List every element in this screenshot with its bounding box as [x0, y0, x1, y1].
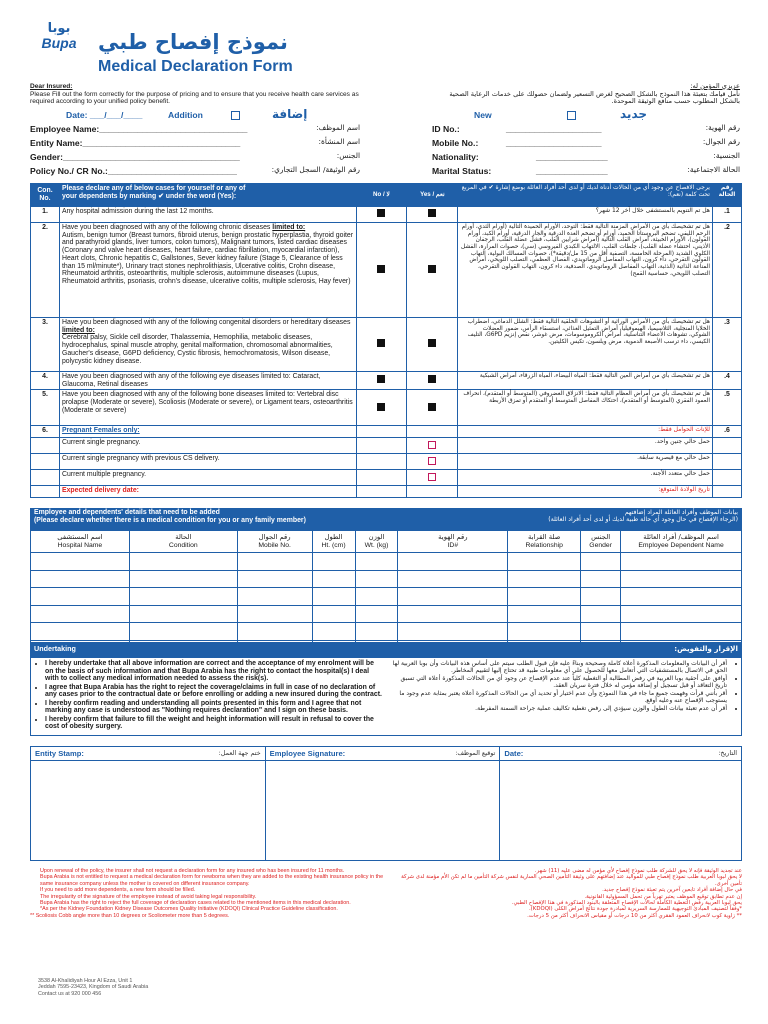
question-head: Have you been diagnosed with any of the following chronic diseases: [61, 224, 271, 231]
dependent-cell[interactable]: [621, 623, 742, 641]
undertaking-list-ar: [386, 657, 741, 735]
yes-checkbox[interactable]: [407, 207, 458, 223]
undertaking-box: [30, 656, 742, 736]
question-number: 2.: [31, 223, 60, 318]
expected-delivery-label-ar: تاريخ الولادة المتوقع:: [458, 486, 713, 498]
col-condition: الحالة Condition: [129, 531, 237, 553]
marital-status-label: Marital Status:: [432, 166, 492, 176]
dependent-cell[interactable]: [312, 623, 355, 641]
pregnancy-row: [31, 454, 742, 470]
instruction-header-ar: يرجى الافصاح عن وجود أي من الحالات أدناه لديك أو لدى أحد أفراد العائلة بوضع إشارة ✔ في المربع تحت كلمة (نعم):: [458, 184, 713, 207]
pregnancy-option-ar: حمل حالي متعدد الأجنة.: [458, 470, 713, 486]
mobile-no-label: Mobile No.:: [432, 138, 479, 148]
new-label-ar: جديد: [620, 107, 648, 121]
dependent-cell[interactable]: [508, 588, 581, 606]
marital-status-line: _______________: [536, 166, 608, 176]
undertaking-title-ar: الإقرار والتفويض:: [674, 644, 738, 653]
dependent-cell[interactable]: [129, 605, 237, 623]
no-checkbox[interactable]: [356, 390, 407, 426]
dependent-cell[interactable]: [581, 570, 621, 588]
signature-table: [30, 746, 742, 861]
notes-ar: [400, 868, 742, 919]
undertaking-item: • I hereby confirm that failure to fill the weight and height information will result in refusal to cover the cost of obesity surgery.: [45, 716, 382, 731]
dependent-cell[interactable]: [581, 588, 621, 606]
employee-signature-label-ar: توقيع الموظف:: [455, 749, 496, 757]
question-text-ar: هل تم تشخيصك بأي من الأمراض الوراثية أو التشوهات الخلقية التالية فقط: الشلل الدماغي، اضطراب الخلايا المنجلية، الثلاسيميا، الهيموفيليا، أمراض التمثيل الغذائي، استسقاء الرأس، ضمور العضلات الشوكي، تشوهات الأعضاء التناسلية، أمراض الكروموسومات، مرض غوشر، نقص إنزيم G6PD، التليف الكيسي، داء ترسب الأصبغة الدموية، مرض ويلسون، تكيس الكليتين.: [458, 318, 713, 372]
dependent-cell[interactable]: [398, 588, 508, 606]
dependent-cell[interactable]: [621, 605, 742, 623]
employee-signature-area[interactable]: [265, 761, 500, 861]
id-no-line: ____________________: [506, 124, 602, 134]
dependent-row: [31, 570, 742, 588]
intro-en: [30, 83, 360, 106]
employee-signature-label-cell: [265, 747, 500, 761]
note-item: ** Scoliosis Cobb angle more than 10 degrees or Scoliometer more than 5 degrees.: [30, 912, 230, 919]
dependent-cell[interactable]: [621, 570, 742, 588]
note-item-ar: يحق لبوبا العربية رفض التغطية الكاملة لحالات الإفصاح المتعلقة بالبنود المذكورة في هذا الإفصاح الطبي.: [511, 899, 742, 906]
undertaking-item-ar: • أقر بأنني قرأت وفهمت جميع ما جاء في هذا النموذج وأن عدم اختيار أو تحديد أي من الحالات المذكورة أعلاه يعتبر بمثابة عدم وجود ما يستوجب الإفصاح عنه وعليه أوقع.: [390, 690, 727, 704]
question-text: Have you been diagnosed with any of the following eye diseases limited to: Cataract, Glaucoma, Retinal diseases: [59, 372, 356, 390]
dependent-cell[interactable]: [581, 623, 621, 641]
col-dependent-name: اسم الموظف/ أفراد العائلة Employee Dependent Name: [621, 531, 742, 553]
dependent-cell[interactable]: [355, 605, 398, 623]
question-number: 3.: [31, 318, 60, 372]
entity-stamp-label: Entity Stamp:: [35, 749, 84, 758]
expected-delivery-label: Expected delivery date:: [59, 486, 356, 498]
pregnancy-option: Current multiple pregnancy.: [59, 470, 356, 486]
pregnancy-header-row: [31, 426, 742, 438]
intro-body-ar: نأمل قيامك بتعبئة هذا النموذج بالشكل الصحيح لغرض التسعير ولضمان حصولك على خدمات الرعاية الصحية بالشكل المطلوب حسب منافع الوثيقة الموحدة.: [449, 89, 740, 106]
limited-to: limited to:: [272, 224, 306, 231]
undertaking-title: Undertaking: [34, 644, 76, 653]
dependent-cell[interactable]: [31, 570, 130, 588]
addition-label: Addition: [168, 110, 203, 120]
question-row: [31, 318, 742, 372]
intro-body: Please Fill out the form correctly for the purpose of pricing and to ensure that you receive health care services as required according to your unified policy benefit.: [30, 90, 359, 106]
question-text: Any hospital admission during the last 12 months.: [59, 207, 356, 223]
declaration-header-row: [31, 184, 742, 207]
logo-arabic: بوبا: [47, 21, 71, 36]
question-text-ar: هل تم تشخيصك بأي من أمراض العين التالية فقط: المياه البيضاء، المياه الزرقاء، أمراض الشبكية: [458, 372, 713, 390]
gender-label: Gender:_____________________________________: [30, 152, 240, 162]
dependent-cell[interactable]: [31, 623, 130, 641]
question-row: [31, 223, 742, 318]
dependent-cell[interactable]: [237, 605, 312, 623]
note-item-ar: *وفقاً لتصنيف المبادئ التوجيهية للممارسة السريرية لمبادرة جودة نتائج أمراض الكلى (KDOQI).: [528, 906, 742, 913]
undertaking-item-ar: • أقر أن عدم تعبئة بيانات الطول والوزن سيؤدي إلى رفض تغطية تكاليف عملية جراحة السمنة المفرطة.: [390, 705, 727, 712]
pregnancy-row: [31, 438, 742, 454]
entity-stamp-area[interactable]: [31, 761, 266, 861]
dependent-cell[interactable]: [398, 570, 508, 588]
limited-to: limited to:: [61, 326, 95, 334]
pregnancy-option: Current single pregnancy.: [59, 438, 356, 454]
dependent-row: [31, 605, 742, 623]
col-mobile: رقم الجوال Mobile No.: [237, 531, 312, 553]
col-hospital: اسم المستشفى Hospital Name: [31, 531, 130, 553]
question-number-ar: .4: [712, 372, 741, 390]
mobile-no-line: ____________________: [506, 138, 602, 148]
entity-name-label: Entity Name:_________________________________: [30, 138, 241, 148]
page-title-ar: نموذج إفصاح طبي: [98, 30, 288, 54]
signature-date-area[interactable]: [500, 761, 742, 861]
question-text: [59, 318, 356, 372]
dependents-title-ar: بيانات الموظف وأفراد العائلة المراد إضافتهم: [624, 509, 738, 516]
id-no-label: ID No.:: [432, 124, 460, 134]
dependent-cell[interactable]: [508, 605, 581, 623]
instruction-header: [59, 184, 356, 207]
dear-insured: Dear Insured:: [30, 83, 73, 90]
dependent-cell[interactable]: [312, 553, 355, 571]
entity-stamp-label-cell: [31, 747, 266, 761]
right-fields: [432, 124, 740, 180]
undertaking-item: • I hereby confirm reading and understanding all points presented in this form and I agree that not marking any case is understood as "Nothing requires declaration" and I sign on these basis.: [45, 700, 382, 715]
instruction-line-2: your dependents by marking ✔ under the word (Yes):: [61, 192, 237, 200]
dependent-cell[interactable]: [355, 553, 398, 571]
dependent-cell[interactable]: [621, 553, 742, 571]
entity-stamp-label-ar: ختم جهة العمل:: [218, 749, 261, 757]
note-item: Bupa Arabia is not entitled to request a medical declaration form for newborns when they are added to the existing health insurance policy in the same insurance company unless the mother is covered on different insurance company.: [40, 874, 384, 887]
question-row: [31, 207, 742, 223]
policy-no-label: Policy No./ CR No.:___________________________: [30, 166, 237, 176]
undertaking-list: [31, 657, 386, 735]
dependent-cell[interactable]: [129, 623, 237, 641]
question-text-ar: هل تم تشخيصك بأي من الأمراض المزمنة التالية فقط: التوحد، الأورام الحميدة التالية (أورام الثدي، أورام الرحم الليفي، تضخم البروستاتا الحميد، أورام أو تضخم الغدة الدرقية والجار الدرقية، أورام الكبد، أورام القولون)، الأورام الخبيثة، أمراض القلب التالية (أمراض شرايين القلب، فشل عضلة القلب، الرجفان الأذيني، احتشاء عضلة القلب)، جلطات القلب، الالتهاب الكبدي الفيروسي (سي)، حصوات المرارة، الفشل الكلوي الشديد (المرحلة الخامسة، التصفية أقل من 15 مل/دقيقة*)، حصوات المسالك البولية، التهاب القولون التقرحي، داء كرون، التهاب المفاصل الروماتويدي، الفصال العظمي، التصلب اللويحي، أمراض المناعة الذاتية (الذئبة، التهاب المفاصل الروماتويدي، الصدفية، داء كرون، التهاب القولون التقرحي، التصلب اللويحي، حساسية القمح): [458, 223, 713, 318]
gender-field[interactable]: [30, 152, 360, 166]
no-checkbox[interactable]: [356, 318, 407, 372]
question-number: 4.: [31, 372, 60, 390]
col-height: الطول Ht. (cm): [312, 531, 355, 553]
pregnancy-checkbox[interactable]: [407, 438, 458, 454]
dependents-subtitle: (Please declare whether there is a medical condition for you or any family member): [34, 517, 306, 525]
dependent-cell[interactable]: [581, 605, 621, 623]
nationality-field[interactable]: [432, 152, 740, 166]
notes-en: [30, 868, 386, 919]
dependent-cell[interactable]: [31, 605, 130, 623]
marital-status-label-ar: الحالة الاجتماعية:: [687, 165, 740, 174]
yes-checkbox[interactable]: [407, 390, 458, 426]
col-id: رقم الهوية ID#: [398, 531, 508, 553]
dependent-cell[interactable]: [129, 588, 237, 606]
policy-no-field[interactable]: [30, 166, 360, 180]
nationality-line: _______________: [536, 152, 608, 162]
note-item-ar: لا يحق لبوبا العربية طلب نموذج إفصاح طبي للمواليد عند إضافتهم على وثيقة التأمين الصحي السارية لنفس شركة التأمين ما لم تكن الأم مؤمنة لدى شركة تأمين أخرى.: [401, 874, 742, 887]
dependent-cell[interactable]: [581, 553, 621, 571]
pregnancy-checkbox[interactable]: [407, 470, 458, 486]
dependents-subtitle-ar: (الرجاء الإفصاح في حال وجود أي حالة طبية لديك أو لدى أحد أفراد العائلة): [548, 516, 738, 524]
dependent-cell[interactable]: [129, 553, 237, 571]
dependent-cell[interactable]: [398, 553, 508, 571]
col-gender: الجنس Gender: [581, 531, 621, 553]
dependent-cell[interactable]: [621, 588, 742, 606]
entity-name-label-ar: اسم المنشأة:: [318, 137, 360, 146]
question-body: Autism, benign tumor (Breast tumors, fibroid uterus, benign prostatic hyperplastia, thyroid goiter and parathyroid glands, liver tumors, colon tumors), Malignant tumors, listed cardiac diseases (Coronary and valve heart diseases, heart failure, cardiac fibrillation, myocardial infarction), Heart clots, Chronic hepatitis C, Gallstones, Sever kidney failure (Stage 5, Clearance of less than 15 ml/minute*), Urinary tract stones nephrolithiasis, Ulcerative colitis, Crohn disease, Rheumatoid arthritis, osteoarthritis, multiple sclerosis, autoimmune diseases (Lupus, Rheumatoid arthritis, psoriasis, crohn's disease, ulcerative colitis, multiple sclerosis, Hay fever): [61, 231, 354, 286]
dear-insured-ar: عزيزي المؤمن له:: [690, 82, 740, 90]
question-text: [59, 223, 356, 318]
dependent-cell[interactable]: [508, 623, 581, 641]
marital-status-field[interactable]: [432, 166, 740, 180]
logo-text: Bupa: [41, 35, 77, 51]
expected-delivery-row[interactable]: [31, 486, 742, 498]
question-body: Cerebral palsy, Sickle cell disorder, Thalassemia, Hemophilia, metabolic diseases, hydrocephalus, spinal muscle atrophy, genital malformation, chromosomal abnormalities, Gaucher's disease, G6PD deficiency, Cystic fibrosis, hemochromatosis, Wilson disease, polycystic kidney disease.: [61, 334, 333, 365]
dependent-row: [31, 623, 742, 641]
note-item-ar: إن عدم تطابق توقيع الموظف يعتبر تهرباً من تحمل المسؤولية القانونية.: [584, 893, 742, 900]
question-row: [31, 372, 742, 390]
no-header: No / لا: [356, 184, 407, 207]
yes-checkbox[interactable]: [407, 372, 458, 390]
pregnancy-option: Current single pregnancy with previous CS delivery.: [59, 454, 356, 470]
id-no-field[interactable]: [432, 124, 740, 138]
dependents-header-row: [31, 531, 742, 553]
dependents-table: [30, 530, 742, 658]
undertaking-header: [30, 642, 742, 656]
question-row: [31, 390, 742, 426]
note-item-ar: في حال إضافة أفراد تابعين آخرين يتم تعبئة نموذج إفصاح جديد.: [602, 887, 742, 894]
footer-address-line: 3538 Al-Khalidiyah Hour Al Ezza, Unit 1: [38, 978, 133, 984]
new-checkbox[interactable]: [567, 111, 576, 120]
dependents-title: Employee and dependents' details that need to be added: [34, 509, 220, 516]
dependent-cell[interactable]: [31, 553, 130, 571]
signature-date-label-ar: التاريخ:: [718, 749, 737, 757]
pregnancy-row: [31, 470, 742, 486]
question-text-ar: هل تم تشخيصك بأي من أمراض العظام التالية فقط: الانزلاق الغضروفي (المتوسط أو المتقدم)، انحراف العمود الفقري (المتوسط أو المتقدم)، احتكاك المفاصل المتوسط أو المتقدم أو تمزق الأربطة: [458, 390, 713, 426]
signature-date-label: Date:: [504, 749, 524, 758]
note-item-ar: عند تجديد الوثيقة فإنه لا يحق للشركة طلب نموذج إفصاح لأي مؤمن له مضى عليه (11) شهر.: [534, 868, 742, 874]
dependent-cell[interactable]: [508, 553, 581, 571]
instruction-line-1: Please declare any of below cases for yourself or any of: [61, 185, 246, 192]
no-checkbox[interactable]: [356, 372, 407, 390]
question-number-ar: .1: [712, 207, 741, 223]
date-field[interactable]: Date: ___/___/____: [66, 110, 143, 120]
dependent-row: [31, 588, 742, 606]
employee-name-label-ar: اسم الموظف:: [316, 123, 360, 132]
new-label: New: [474, 110, 492, 120]
dependent-cell[interactable]: [312, 605, 355, 623]
dependent-cell[interactable]: [398, 605, 508, 623]
footer-address-line: Jeddah 7595-23423, Kingdom of Saudi Arabia: [38, 984, 149, 991]
dependent-cell[interactable]: [398, 623, 508, 641]
nationality-label-ar: الجنسية:: [713, 151, 740, 160]
footer-address: [38, 978, 148, 997]
question-text-ar: هل تم التنويم بالمستشفى خلال آخر 12 شهر؟: [458, 207, 713, 223]
pregnancy-header-ar: للإناث الحوامل فقط:: [458, 426, 713, 438]
no-checkbox[interactable]: [356, 223, 407, 318]
date-label-cell: [500, 747, 742, 761]
dependent-cell[interactable]: [312, 570, 355, 588]
employee-name-field[interactable]: [30, 124, 360, 138]
pregnancy-number-ar: .6: [712, 426, 741, 438]
mobile-no-label-ar: رقم الجوال:: [702, 137, 740, 146]
pregnancy-checkbox[interactable]: [407, 454, 458, 470]
undertaking-item: • I hereby undertake that all above information are correct and the acceptance of my enrolment will be on the basis of such information and that Bupa Arabia has the right to contact the hospital(s) I deal with to collect any medical information needed to assess the risk(s).: [45, 660, 382, 683]
case-no-header-ar: رقم الحالة: [712, 184, 741, 207]
intro-ar: [440, 83, 740, 106]
id-no-label-ar: رقم الهوية:: [705, 123, 740, 132]
undertaking-item: • I agree that Bupa Arabia has the right to reject the coverage/claims in full in case of no declaration of any cases prior to the contractual date or before enrolling or adding a new insured during the contract.: [45, 684, 382, 699]
con-no-header: Con. No.: [31, 184, 60, 207]
yes-checkbox[interactable]: [407, 318, 458, 372]
entity-name-field[interactable]: [30, 138, 360, 152]
dependent-cell[interactable]: [355, 623, 398, 641]
col-weight: الوزن Wt. (kg): [355, 531, 398, 553]
col-relationship: صلة القرابة Relationship: [508, 531, 581, 553]
dependent-row: [31, 553, 742, 571]
declaration-table: [30, 183, 742, 498]
dependent-cell[interactable]: [237, 588, 312, 606]
pregnancy-header: Pregnant Females only:: [59, 426, 356, 438]
undertaking-item-ar: • أقر أن البيانات والمعلومات المذكورة أعلاه كاملة وصحيحة وبناءً عليه فإن قبول الطلب سيتم على أساس هذه البيانات وأن بوبا العربية لها الحق في الاتصال بالمستشفيات التي أتعامل معها للحصول على أي معلومات طبية قد تحتاج إليها لتقييم المخاطر.: [390, 660, 727, 674]
pregnancy-option-ar: حمل حالي مع قيصرية سابقة.: [458, 454, 713, 470]
yes-header: Yes / نعم: [407, 184, 458, 207]
gender-label-ar: الجنس:: [336, 151, 360, 160]
dependent-cell[interactable]: [508, 570, 581, 588]
note-item: Upon renewal of the policy, the insurer shall not request a declaration form for any insured who has been insured for 11 months.: [40, 868, 345, 874]
pregnancy-option-ar: حمل حالي جنين واحد.: [458, 438, 713, 454]
pregnancy-number: 6.: [31, 426, 60, 438]
employee-signature-label: Employee Signature:: [269, 749, 346, 758]
question-number-ar: .2: [712, 223, 741, 318]
dependents-header: [30, 508, 742, 530]
policy-no-label-ar: رقم الوثيقة/ السجل التجاري:: [271, 165, 360, 174]
dependent-cell[interactable]: [237, 570, 312, 588]
dependent-cell[interactable]: [237, 623, 312, 641]
dependent-cell[interactable]: [355, 570, 398, 588]
page-title-en: Medical Declaration Form: [98, 58, 293, 75]
undertaking-item-ar: • أوافق على أحقية بوبا العربية في رفض المطالبة أو التغطية كلياً عند عدم الإفصاح عن وجود أي من الحالات المذكورة أعلاه التي تسبق تاريخ التعاقد أو قبل تسجيل أو إضافة مؤمن له خلال فترة سريان العقد.: [390, 675, 727, 689]
addition-checkbox[interactable]: [231, 111, 240, 120]
note-item: Bupa Arabia has the right to reject the full coverage of declaration cases related to the mentioned items in this medical declaration.: [40, 899, 351, 906]
employee-name-label: Employee Name:_______________________________: [30, 124, 248, 134]
question-number: 1.: [31, 207, 60, 223]
yes-checkbox[interactable]: [407, 223, 458, 318]
left-fields: [30, 124, 360, 180]
question-number-ar: .5: [712, 390, 741, 426]
note-item: If you need to add more dependents, a new form should be filled.: [40, 887, 196, 894]
note-item: *As per the Kidney Foundation Kidney Disease Outcomes Quality Initiative (KDOQI) Clinical Practice Guideline classification.: [40, 906, 338, 913]
footer-contact: Contact us at 920 000 456: [38, 990, 102, 997]
question-head: Have you been diagnosed with any of the following congenital disorders or hereditary diseases: [61, 319, 351, 326]
dependent-cell[interactable]: [31, 588, 130, 606]
question-number-ar: .3: [712, 318, 741, 372]
note-item: The irregularity of the signature of the employee instead of avoid taking legal responsibility.: [40, 893, 257, 900]
no-checkbox[interactable]: [356, 207, 407, 223]
nationality-label: Nationality:: [432, 152, 479, 162]
dependent-cell[interactable]: [312, 588, 355, 606]
addition-label-ar: إضافة: [272, 107, 308, 121]
note-item-ar: ** زاوية كوب لانحراف العمود الفقري أكثر من 10 درجات أو مقياس الانحراف أكثر من 5 درجات.: [527, 912, 742, 919]
bupa-logo: [30, 22, 88, 76]
question-number: 5.: [31, 390, 60, 426]
dependent-cell[interactable]: [237, 553, 312, 571]
dependent-cell[interactable]: [355, 588, 398, 606]
question-text: Have you been diagnosed with any of the following bone diseases limited to: Vertebral disc prolapse (Moderate or severe), Scoliosis (Moderate or severe), or Ligament tears, osteoarthritis (Moderate or severe): [59, 390, 356, 426]
dependent-cell[interactable]: [129, 570, 237, 588]
mobile-no-field[interactable]: [432, 138, 740, 152]
